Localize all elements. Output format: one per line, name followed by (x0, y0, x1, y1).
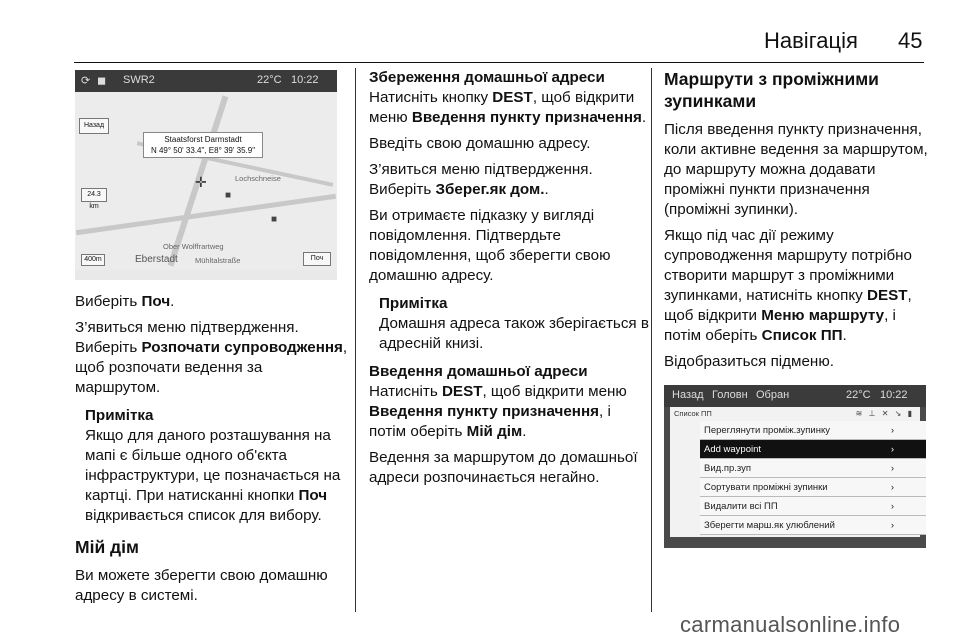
paragraph: Ведення за маршрутом до домашньої адреси розпочинається негайно. (369, 449, 638, 486)
position-marker-icon: ✛ (195, 174, 207, 190)
radio-source: SWR2 (123, 74, 155, 86)
paragraph: З’явиться меню підтвердження. Виберіть Зберег.як дом.. (369, 161, 593, 198)
paragraph: Введіть свою домашню адресу. (369, 135, 591, 152)
menu-list (700, 421, 926, 535)
menu-item[interactable]: Видалити всі ПП › (700, 497, 926, 516)
column-divider (651, 68, 652, 612)
tab-back[interactable]: Назад (672, 389, 704, 401)
note-box (75, 406, 350, 526)
menu-item-selected[interactable]: Add waypoint › (700, 440, 926, 459)
note-title: Примітка (379, 295, 448, 312)
note-text: Якщо для даного розташування на мапі є більше одного об'єкта інфраструктури, це позначається на картці. При натисканні кнопки Поч відкривається список для вибору. (85, 427, 341, 524)
clock: 10:22 (291, 74, 319, 86)
column-1 (75, 292, 350, 606)
page-number: 45 (898, 28, 923, 53)
location-coords: N 49° 50' 33.4", E8° 39' 35.9" (150, 146, 256, 155)
location-name: Staatsforst Darmstadt (164, 135, 242, 144)
street-label: Ober Wolffrartweg (163, 242, 224, 251)
location-card[interactable] (143, 132, 263, 158)
header-rule (74, 62, 924, 63)
chevron-right-icon: › (890, 444, 894, 455)
street-label: Mühltalstraße (195, 256, 241, 265)
subheading: Збереження домашньої адреси (369, 69, 605, 86)
temperature: 22°C (846, 389, 871, 401)
paragraph: Виберіть Поч. (75, 293, 175, 310)
paragraph: Якщо під час дії режиму супроводження маршруту потрібно створити маршрут з проміжними зупинками, натисніть кнопку DEST, щоб відкрити Меню маршруту, і потім оберіть Список ПП. (664, 227, 912, 344)
menu-item[interactable]: Переглянути проміж.зупинку › (700, 421, 926, 440)
page-header-title: Навігація (764, 28, 858, 53)
street-label: Eberstadt (135, 254, 178, 265)
chevron-right-icon: › (890, 425, 894, 436)
refresh-icon: ⟳ (81, 75, 91, 87)
note-box (369, 294, 649, 354)
menu-item[interactable]: Сортувати проміжні зупинки › (700, 478, 926, 497)
chevron-right-icon: › (890, 482, 894, 493)
paragraph: Натисніть DEST, щоб відкрити меню Введення пункту призначення, і потім оберіть Мій дім. (369, 383, 627, 440)
map-screenshot (75, 70, 337, 280)
note-text: Домашня адреса також зберігається в адресній книзі. (379, 315, 649, 352)
section-heading: Мій дім (75, 537, 139, 557)
map-status-bar (75, 70, 337, 92)
street-label: Lochschneise (235, 174, 281, 183)
column-3 (664, 68, 934, 372)
chevron-right-icon: › (890, 463, 894, 474)
paragraph: Відобразиться підменю. (664, 353, 834, 370)
paragraph: З’явиться меню підтвердження. Виберіть Розпочати супроводження, щоб розпочати ведення за маршрутом. (75, 319, 348, 396)
subheading: Введення домашньої адреси (369, 363, 588, 380)
menu-item[interactable]: Зберегти марш.як улюблений › (700, 516, 926, 535)
status-icons: ≋ ⊥ ✕ ↘ ▮ (855, 409, 914, 418)
note-title: Примітка (85, 407, 154, 424)
column-2 (369, 68, 649, 488)
clock: 10:22 (880, 389, 908, 401)
paragraph: Ви можете зберегти свою домашню адресу в системі. (75, 567, 328, 604)
go-button[interactable]: Поч (303, 252, 331, 266)
temperature: 22°C (257, 74, 282, 86)
back-button[interactable]: Назад (79, 118, 109, 134)
poi-icon: ■ (225, 190, 232, 201)
paragraph: Натисніть кнопку DEST, щоб відкрити меню Введення пункту призначення. (369, 89, 647, 126)
chevron-right-icon: › (890, 501, 894, 512)
column-divider (355, 68, 356, 612)
distance-chip: 24.3 km (81, 188, 107, 202)
waypoint-menu-screenshot (664, 385, 926, 548)
chevron-right-icon: › (890, 520, 894, 531)
menu-status-bar (664, 385, 926, 407)
menu-subtitle: Список ПП (674, 409, 712, 418)
car-icon: ◼ (97, 75, 107, 87)
map-view (75, 92, 337, 270)
watermark: carmanualsonline.info (680, 612, 901, 637)
menu-body (670, 407, 920, 537)
section-heading: Маршрути з проміжними зупинками (664, 69, 879, 111)
tab-main[interactable]: Головн (712, 389, 748, 401)
tab-favorites[interactable]: Обран (756, 389, 790, 401)
scale-chip: 400m (81, 254, 105, 266)
paragraph: Ви отримаєте підказку у вигляді повідомлення. Підтвердьте повідомлення, щоб зберегти свою домашню адресу. (369, 207, 611, 284)
paragraph: Після введення пункту призначення, коли активне ведення за маршрутом, до маршруту можна додавати проміжні пункти призначення (проміжні зупинки). (664, 121, 928, 218)
menu-item[interactable]: Вид.пр.зуп › (700, 459, 926, 478)
poi-icon: ■ (271, 214, 278, 225)
